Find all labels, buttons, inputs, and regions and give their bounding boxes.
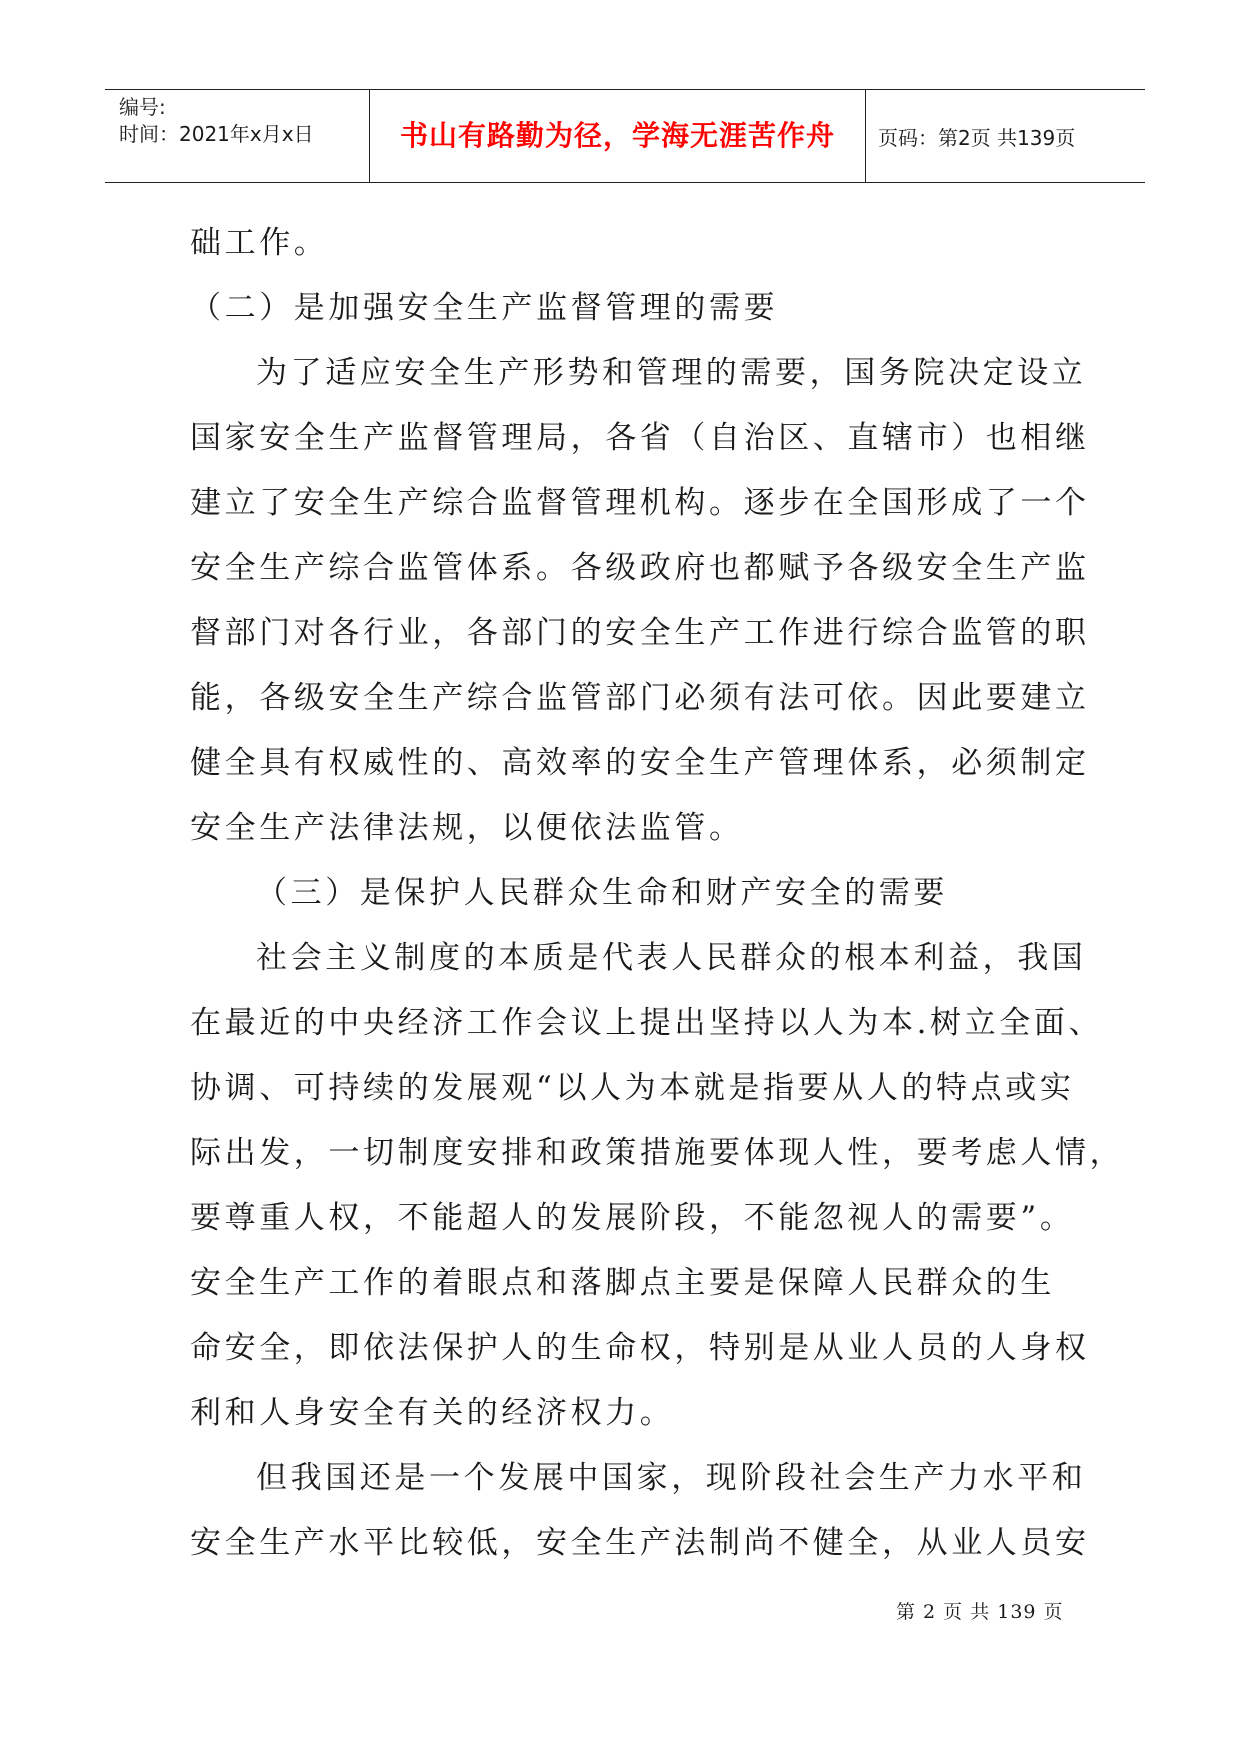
document-header xyxy=(105,89,1145,183)
body-line: 础工作。 xyxy=(190,225,329,261)
time-label: 时间：2021年x月x日 xyxy=(119,122,314,146)
body-line: 安全生产综合监管体系。各级政府也都赋予各级安全生产监 xyxy=(190,550,1090,586)
body-line: 要尊重人权，不能超人的发展阶段，不能忽视人的需要”。 xyxy=(190,1200,1075,1236)
body-line: 能，各级安全生产综合监管部门必须有法可依。因此要建立 xyxy=(190,680,1090,716)
number-label: 编号: xyxy=(119,95,166,119)
body-line: 命安全，即依法保护人的生命权，特别是从业人员的人身权 xyxy=(190,1330,1090,1366)
body-line: 为了适应安全生产形势和管理的需要，国务院决定设立 xyxy=(256,355,1087,391)
page-code-text: 页码：第2页 共139页 xyxy=(878,125,1076,150)
body-line: 利和人身安全有关的经济权力。 xyxy=(190,1395,675,1431)
motto-text: 书山有路勤为径，学海无涯苦作舟 xyxy=(399,119,835,152)
body-line: 健全具有权威性的、高效率的安全生产管理体系，必须制定 xyxy=(190,745,1090,781)
body-line: 安全生产水平比较低，安全生产法制尚不健全，从业人员安 xyxy=(190,1525,1090,1561)
body-line: 督部门对各行业，各部门的安全生产工作进行综合监管的职 xyxy=(190,615,1090,651)
body-line: 建立了安全生产综合监督管理机构。逐步在全国形成了一个 xyxy=(190,485,1090,521)
body-line: 际出发，一切制度安排和政策措施要体现人性，要考虑人情， xyxy=(190,1135,1125,1171)
body-line: 社会主义制度的本质是代表人民群众的根本利益，我国 xyxy=(256,940,1087,976)
header-meta xyxy=(105,90,370,182)
body-line: 但我国还是一个发展中国家，现阶段社会生产力水平和 xyxy=(256,1460,1087,1496)
section-heading-3: （三）是保护人民群众生命和财产安全的需要 xyxy=(256,875,948,911)
page-footer: 第 2 页 共 139 页 xyxy=(896,1601,1064,1623)
body-line: 协调、可持续的发展观“以人为本就是指要从人的特点或实 xyxy=(190,1070,1075,1106)
header-page-code xyxy=(866,90,1145,182)
section-heading-2: （二）是加强安全生产监督管理的需要 xyxy=(190,290,779,326)
body-line: 安全生产工作的着眼点和落脚点主要是保障人民群众的生 xyxy=(190,1265,1055,1301)
body-line: 国家安全生产监督管理局，各省（自治区、直辖市）也相继 xyxy=(190,420,1090,456)
body-line: 安全生产法律法规，以便依法监管。 xyxy=(190,810,744,846)
document-body xyxy=(190,211,1125,1576)
body-line: 在最近的中央经济工作会议上提出坚持以人为本.树立全面、 xyxy=(190,1005,1104,1041)
header-motto-cell xyxy=(370,90,866,182)
